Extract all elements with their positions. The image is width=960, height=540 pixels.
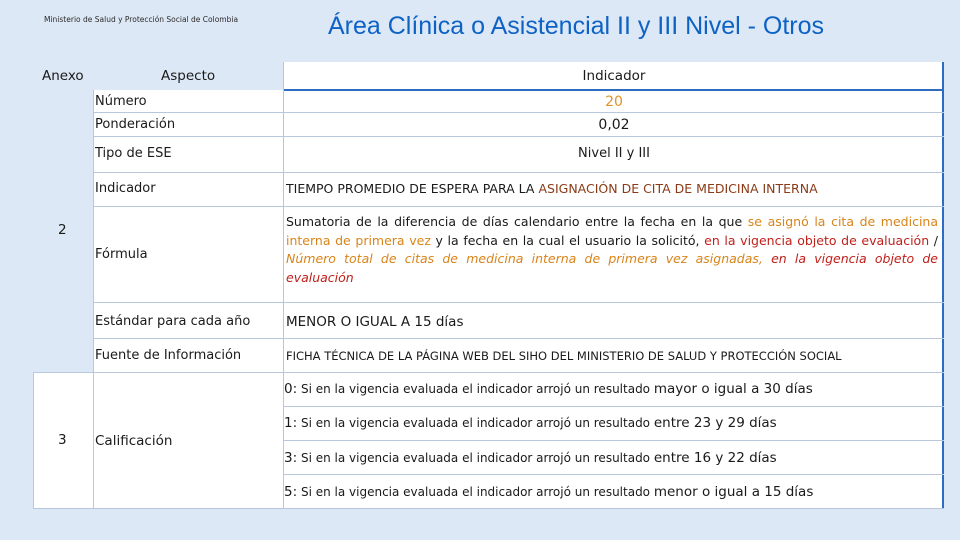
score-value: 0: xyxy=(284,381,298,397)
formula-separator: / xyxy=(929,232,938,248)
score-0 xyxy=(284,380,944,399)
formula-value xyxy=(286,213,938,287)
page-title: Área Clínica o Asistencial II y III Nivel - Otros xyxy=(328,12,824,40)
ponderacion-label: Ponderación xyxy=(95,117,176,132)
rule xyxy=(33,372,34,508)
formula-highlight: en la vigencia objeto de evaluación xyxy=(286,251,939,285)
rule xyxy=(284,406,944,407)
tipo-ese-value: Nivel II y III xyxy=(578,146,650,161)
col-indicador-header: Indicador xyxy=(582,68,646,84)
col-aspecto-header: Aspecto xyxy=(161,68,216,84)
header-divider xyxy=(284,89,944,91)
numero-value: 20 xyxy=(605,94,623,110)
anexo-3: 3 xyxy=(58,432,67,448)
score-range: mayor o igual a 30 días xyxy=(653,381,813,397)
rule xyxy=(94,172,944,173)
rule xyxy=(94,302,944,303)
rule xyxy=(284,440,944,441)
rule xyxy=(284,474,944,475)
rule xyxy=(94,206,944,207)
rule xyxy=(93,90,94,508)
indicador-text: TIEMPO PROMEDIO DE ESPERA PARA LA xyxy=(286,181,539,196)
rule xyxy=(94,112,944,113)
score-text: Si en la vigencia evaluada el indicador arrojó un resultado xyxy=(297,451,654,465)
fuente-value: FICHA TÉCNICA DE LA PÁGINA WEB DEL SIHO DEL MINISTERIO DE SALUD Y PROTECCIÓN SOCIAL xyxy=(286,349,842,363)
formula-text: Sumatoria de la diferencia de días calendario entre la fecha en la que xyxy=(286,214,748,229)
rule xyxy=(94,338,944,339)
score-range: entre 16 y 22 días xyxy=(653,450,777,466)
formula-denominator: Número total de citas de medicina interna de primera vez asignadas, xyxy=(286,251,763,266)
rule xyxy=(33,508,944,509)
score-range: menor o igual a 15 días xyxy=(653,484,814,500)
score-text: Si en la vigencia evaluada el indicador arrojó un resultado xyxy=(297,485,654,499)
score-text: Si en la vigencia evaluada el indicador arrojó un resultado xyxy=(297,382,654,396)
calificacion-label: Calificación xyxy=(95,433,173,449)
rule xyxy=(33,372,944,373)
formula-label: Fórmula xyxy=(95,247,148,262)
score-text: Si en la vigencia evaluada el indicador arrojó un resultado xyxy=(297,416,654,430)
fuente-label: Fuente de Información xyxy=(95,348,242,363)
formula-highlight: se asignó la cita de medicina interna de primera vez xyxy=(286,214,939,248)
score-value: 5: xyxy=(284,484,298,500)
formula-space xyxy=(763,251,771,266)
score-5 xyxy=(284,483,944,502)
ponderacion-value: 0,02 xyxy=(598,117,630,133)
score-range: entre 23 y 29 días xyxy=(653,415,777,431)
anexo-2: 2 xyxy=(58,222,67,238)
indicador-highlight: ASIGNACIÓN DE CITA DE MEDICINA INTERNA xyxy=(538,181,818,196)
score-3 xyxy=(284,449,944,468)
score-value: 1: xyxy=(284,415,298,431)
estandar-label: Estándar para cada año xyxy=(95,314,251,329)
numero-label: Número xyxy=(95,94,147,109)
score-value: 3: xyxy=(284,450,298,466)
score-1 xyxy=(284,414,944,433)
formula-text: y la fecha en la cual el usuario la solicitó, xyxy=(430,232,705,248)
tipo-ese-label: Tipo de ESE xyxy=(95,146,172,161)
ministry-label: Ministerio de Salud y Protección Social de Colombia xyxy=(44,15,239,24)
col-anexo-header: Anexo xyxy=(42,68,84,84)
estandar-value: MENOR O IGUAL A 15 días xyxy=(286,314,464,330)
indicador-value xyxy=(286,180,940,198)
indicador-label: Indicador xyxy=(95,181,156,196)
rule xyxy=(94,136,944,137)
formula-highlight: en la vigencia objeto de evaluación xyxy=(704,232,930,248)
